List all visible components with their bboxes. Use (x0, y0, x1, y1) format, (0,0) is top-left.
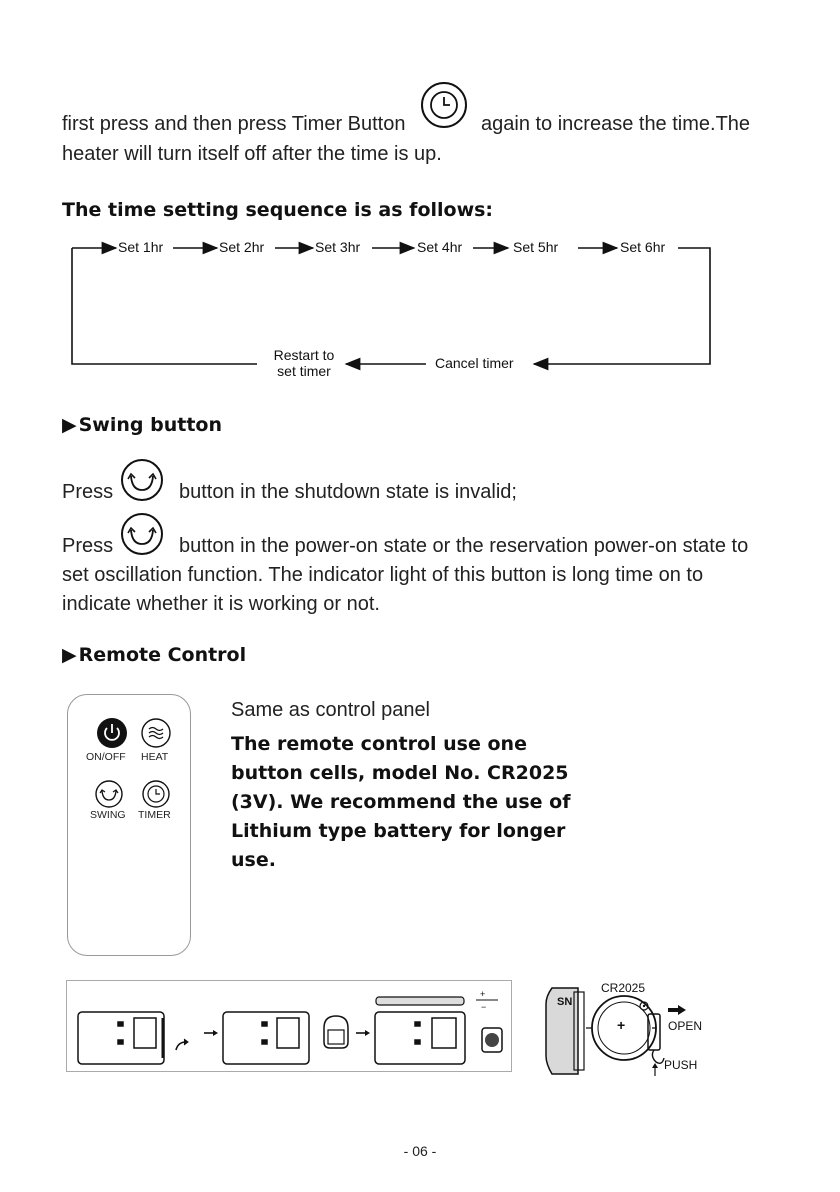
remote-heading-label: Remote Control (78, 644, 247, 666)
remote-note-line5: use. (231, 849, 276, 871)
step-set-2hr: Set 2hr (219, 239, 265, 255)
step-set-6hr: Set 6hr (620, 239, 666, 255)
swing-icon (118, 512, 166, 556)
swing-press-word-2: Press (62, 535, 114, 557)
swing-line1-rest: button in the shutdown state is invalid; (179, 481, 517, 503)
remote-back-step1 (78, 1012, 164, 1064)
timer-intro-line1-part2: again to increase the time.The (481, 113, 751, 135)
remote-onoff-label: ON/OFF (86, 751, 126, 763)
remote-heading (62, 644, 246, 666)
swing-heading-label: Swing button (78, 414, 222, 436)
triangle-bullet-icon: ▶ (62, 414, 77, 436)
page-number: - 06 - (403, 1143, 437, 1159)
timer-intro-line1-part1: first press and then press Timer Button (62, 113, 406, 135)
timer-intro-line2: heater will turn itself off after the time is up. (62, 143, 442, 165)
svg-text:−: − (481, 1002, 487, 1012)
cr2025-label: CR2025 (601, 981, 646, 995)
timer-icon (419, 80, 469, 130)
remote-note-line1: The remote control use one (231, 733, 527, 755)
timer-icon (140, 779, 172, 809)
step-set-4hr: Set 4hr (417, 239, 463, 255)
remote-note-line2: button cells, model No. CR2025 (231, 762, 569, 784)
push-label: PUSH (664, 1058, 698, 1072)
step-set-1hr: Set 1hr (118, 239, 164, 255)
restart-line2: set timer (277, 363, 331, 379)
battery-install-steps-diagram (66, 980, 512, 1072)
restart-line1: Restart to (273, 347, 335, 363)
swing-press-word-1: Press (62, 481, 114, 503)
remote-timer-label: TIMER (138, 809, 171, 821)
heat-icon (140, 717, 172, 749)
swing-heading (62, 414, 222, 436)
remote-note-line3: (3V). We recommend the use of (231, 791, 571, 813)
sequence-heading: The time setting sequence is as follows: (62, 199, 494, 221)
battery-plus-label: + (617, 1017, 626, 1033)
step-restart (268, 347, 340, 379)
remote-same-as: Same as control panel (231, 699, 431, 721)
remote-note-line4: Lithium type battery for longer (231, 820, 566, 842)
triangle-bullet-icon: ▶ (62, 644, 77, 666)
step-set-5hr: Set 5hr (513, 239, 559, 255)
remote-swing-label: SWING (90, 809, 126, 821)
swing-line2-rest: button in the power-on state or the reservation power-on state to (179, 535, 749, 557)
svg-text:+: + (480, 989, 486, 999)
remote-heat-label: HEAT (141, 751, 169, 763)
step-cancel-timer: Cancel timer (435, 355, 514, 371)
swing-icon (118, 458, 166, 502)
swing-line4: indicate whether it is working or not. (62, 593, 380, 615)
open-label: OPEN (668, 1019, 703, 1033)
swing-line3: set oscillation function. The indicator light of this button is long time on to (62, 564, 704, 586)
remote-control-illustration (67, 694, 191, 956)
power-icon (96, 717, 128, 749)
sn-label: SN (557, 996, 573, 1008)
step-set-3hr: Set 3hr (315, 239, 361, 255)
remote-battery-note (231, 730, 651, 875)
swing-icon (93, 779, 125, 809)
